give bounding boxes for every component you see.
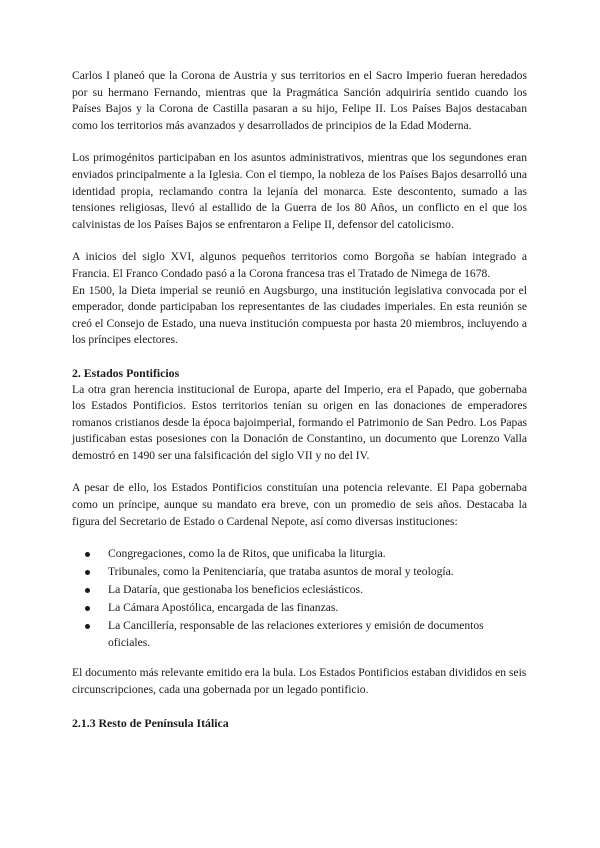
- paragraph-siglo-xvi: A inicios del siglo XVI, algunos pequeños territorios como Borgoña se habían integrado a Francia. El Franco Condado pasó a la Corona francesa tras el Tratado de Nimega de 1678.: [72, 250, 527, 280]
- list-item-text: La Cámara Apostólica, encargada de las finanzas.: [108, 601, 339, 615]
- paragraph-dieta-imperial: En 1500, la Dieta imperial se reunió en Augsburgo, una institución legislativa convocada por el emperador, donde participaban los representantes de las ciudades imperiales. En esta reunión se creó el Consejo de Estado, una nueva institución compuesta por hasta 20 miembros, incluyendo a los príncipes electores.: [72, 283, 527, 347]
- list-item-text: Tribunales, como la Penitenciaría, que trataba asuntos de moral y teología.: [108, 565, 454, 579]
- list-item-text: La Cancillería, responsable de las relaciones exteriores y emisión de documentos oficiales.: [108, 619, 484, 649]
- paragraph-papado: La otra gran herencia institucional de Europa, aparte del Imperio, era el Papado, que gobernaba los Estados Pontificios. Estos territorios tenían su origen en las donaciones de emperadores romanos cristianos desde la época bajoimperial, formando el Patrimonio de San Pedro. Los Papas justificaban estas posesiones con la Donación de Constantino, un documento que Lorenzo Valla demostró en 1490 ser una falsificación del siglo VII y no del IV.: [72, 382, 527, 462]
- section-heading-estados-pontificios: 2. Estados Pontificios: [72, 365, 180, 380]
- paragraph-primogenitos: Los primogénitos participaban en los asuntos administrativos, mientras que los segundones eran enviados principalmente a la Iglesia. Con el tiempo, la nobleza de los Países Bajos desarrolló una identidad propia, reclamando contra la lejanía del monarca. Este descontento, sumado a las tensiones religiosas, llevó al estallido de la Guerra de los 80 Años, un conflicto en el que los calvinistas de los Países Bajos se enfrentaron a Felipe II, defensor del catolicismo.: [72, 151, 527, 231]
- list-item: [72, 600, 527, 617]
- bullet-icon: [85, 552, 90, 557]
- document-page: [72, 68, 527, 731]
- bullet-icon: [85, 588, 90, 593]
- list-item-text: La Dataría, que gestionaba los beneficios eclesiásticos.: [108, 583, 363, 597]
- list-item: [72, 582, 527, 599]
- bullet-icon: [85, 624, 90, 629]
- list-item: [72, 564, 527, 581]
- list-item-text: Congregaciones, como la de Ritos, que unificaba la liturgia.: [108, 547, 386, 561]
- bullet-icon: [85, 606, 90, 611]
- institutions-list: [72, 546, 527, 651]
- paragraph-bula: El documento más relevante emitido era la bula. Los Estados Pontificios estaban divididos en seis circunscripciones, cada una gobernada por un legado pontificio.: [72, 666, 527, 696]
- paragraph-potencia-relevante: A pesar de ello, los Estados Pontificios constituían una potencia relevante. El Papa gobernaba como un príncipe, aunque su mandato era breve, con un promedio de seis años. Destacaba la figura del Secretario de Estado o Cardenal Nepote, así como diversas instituciones:: [72, 481, 527, 528]
- section-heading-peninsula-italica: 2.1.3 Resto de Península Itálica: [72, 715, 229, 730]
- paragraph-carlos-i: Carlos I planeó que la Corona de Austria y sus territorios en el Sacro Imperio fueran heredados por su hermano Fernando, mientras que la Pragmática Sanción adquiriría sentido cuando los Países Bajos y la Corona de Castilla pasaran a su hijo, Felipe II. Los Países Bajos destacaban como los territorios más avanzados y desarrollados de principios de la Edad Moderna.: [72, 69, 527, 132]
- list-item: [72, 546, 527, 563]
- list-item: [72, 618, 527, 651]
- bullet-icon: [85, 570, 90, 575]
